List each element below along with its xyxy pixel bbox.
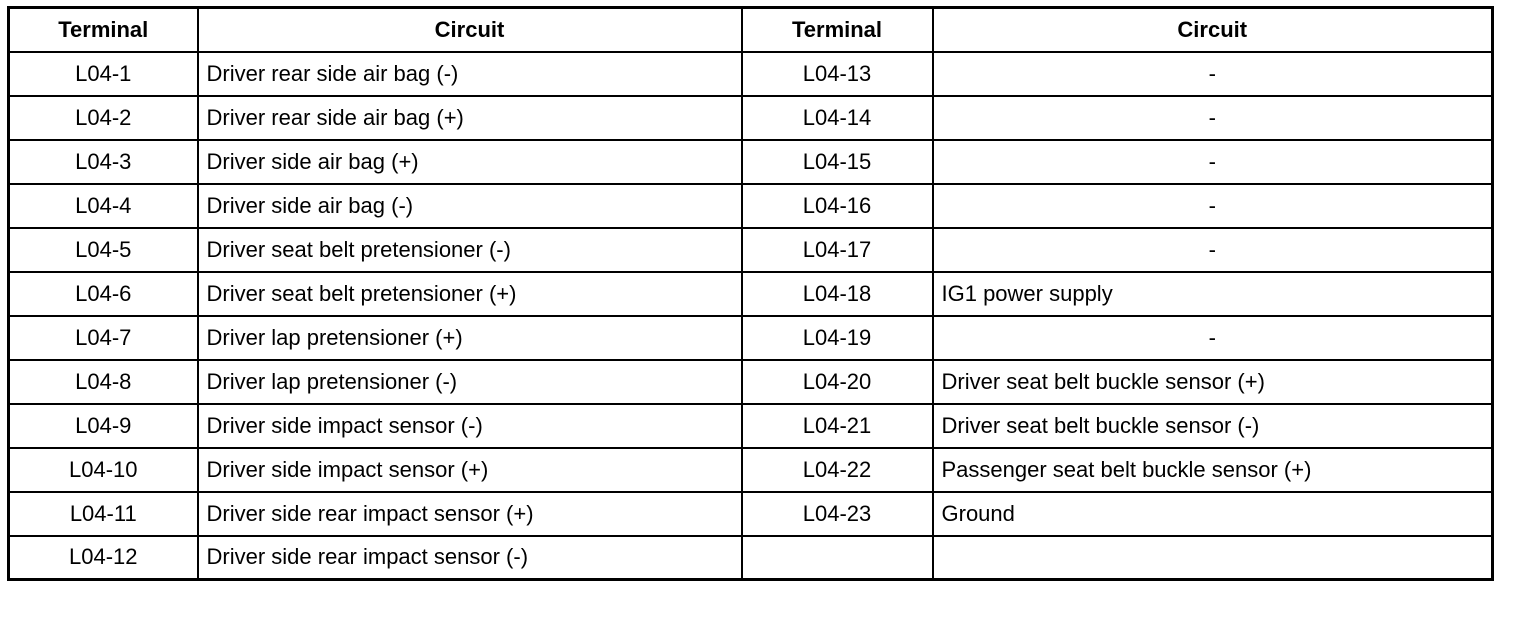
table-row [9, 536, 1493, 580]
circuit-right-cell: - [933, 228, 1493, 272]
terminal-right-cell: L04-16 [742, 184, 933, 228]
table-row [9, 448, 1493, 492]
table-row [9, 404, 1493, 448]
circuit-left-cell: Driver seat belt pretensioner (-) [198, 228, 742, 272]
table-body [9, 52, 1493, 580]
circuit-right-cell: Passenger seat belt buckle sensor (+) [933, 448, 1493, 492]
terminal-left-cell: L04-9 [9, 404, 198, 448]
circuit-left-cell: Driver rear side air bag (-) [198, 52, 742, 96]
terminal-left-cell: L04-3 [9, 140, 198, 184]
table-row [9, 96, 1493, 140]
table-row [9, 272, 1493, 316]
circuit-left-cell: Driver lap pretensioner (-) [198, 360, 742, 404]
terminal-right-cell: L04-17 [742, 228, 933, 272]
circuit-right-cell: - [933, 52, 1493, 96]
circuit-right-cell: - [933, 184, 1493, 228]
table-row [9, 184, 1493, 228]
terminal-right-cell: L04-20 [742, 360, 933, 404]
terminal-left-cell: L04-4 [9, 184, 198, 228]
terminal-right-cell: L04-14 [742, 96, 933, 140]
table-row [9, 492, 1493, 536]
terminal-left-cell: L04-7 [9, 316, 198, 360]
circuit-right-cell [933, 536, 1493, 580]
table-row [9, 52, 1493, 96]
circuit-right-cell: IG1 power supply [933, 272, 1493, 316]
terminal-right-cell: L04-18 [742, 272, 933, 316]
circuit-right-cell: Driver seat belt buckle sensor (+) [933, 360, 1493, 404]
header-circuit-right: Circuit [933, 8, 1493, 52]
terminal-left-cell: L04-5 [9, 228, 198, 272]
terminal-left-cell: L04-2 [9, 96, 198, 140]
table-header [9, 8, 1493, 52]
circuit-right-cell: - [933, 96, 1493, 140]
terminal-left-cell: L04-12 [9, 536, 198, 580]
table-row [9, 140, 1493, 184]
terminal-right-cell: L04-21 [742, 404, 933, 448]
circuit-left-cell: Driver side impact sensor (-) [198, 404, 742, 448]
terminal-left-cell: L04-11 [9, 492, 198, 536]
terminal-right-cell: L04-13 [742, 52, 933, 96]
circuit-right-cell: - [933, 140, 1493, 184]
terminal-right-cell [742, 536, 933, 580]
circuit-left-cell: Driver side impact sensor (+) [198, 448, 742, 492]
terminal-right-cell: L04-23 [742, 492, 933, 536]
terminal-right-cell: L04-22 [742, 448, 933, 492]
terminal-right-cell: L04-19 [742, 316, 933, 360]
table-row [9, 228, 1493, 272]
header-terminal-left: Terminal [9, 8, 198, 52]
circuit-left-cell: Driver lap pretensioner (+) [198, 316, 742, 360]
circuit-right-cell: Ground [933, 492, 1493, 536]
terminal-left-cell: L04-10 [9, 448, 198, 492]
header-row [9, 8, 1493, 52]
header-terminal-right: Terminal [742, 8, 933, 52]
table-row [9, 316, 1493, 360]
circuit-left-cell: Driver side rear impact sensor (+) [198, 492, 742, 536]
circuit-left-cell: Driver side air bag (-) [198, 184, 742, 228]
terminal-left-cell: L04-8 [9, 360, 198, 404]
terminal-left-cell: L04-6 [9, 272, 198, 316]
header-circuit-left: Circuit [198, 8, 742, 52]
table-row [9, 360, 1493, 404]
circuit-right-cell: Driver seat belt buckle sensor (-) [933, 404, 1493, 448]
circuit-left-cell: Driver seat belt pretensioner (+) [198, 272, 742, 316]
terminal-right-cell: L04-15 [742, 140, 933, 184]
terminal-circuit-table [7, 6, 1494, 581]
circuit-right-cell: - [933, 316, 1493, 360]
circuit-left-cell: Driver rear side air bag (+) [198, 96, 742, 140]
terminal-left-cell: L04-1 [9, 52, 198, 96]
circuit-left-cell: Driver side rear impact sensor (-) [198, 536, 742, 580]
circuit-left-cell: Driver side air bag (+) [198, 140, 742, 184]
